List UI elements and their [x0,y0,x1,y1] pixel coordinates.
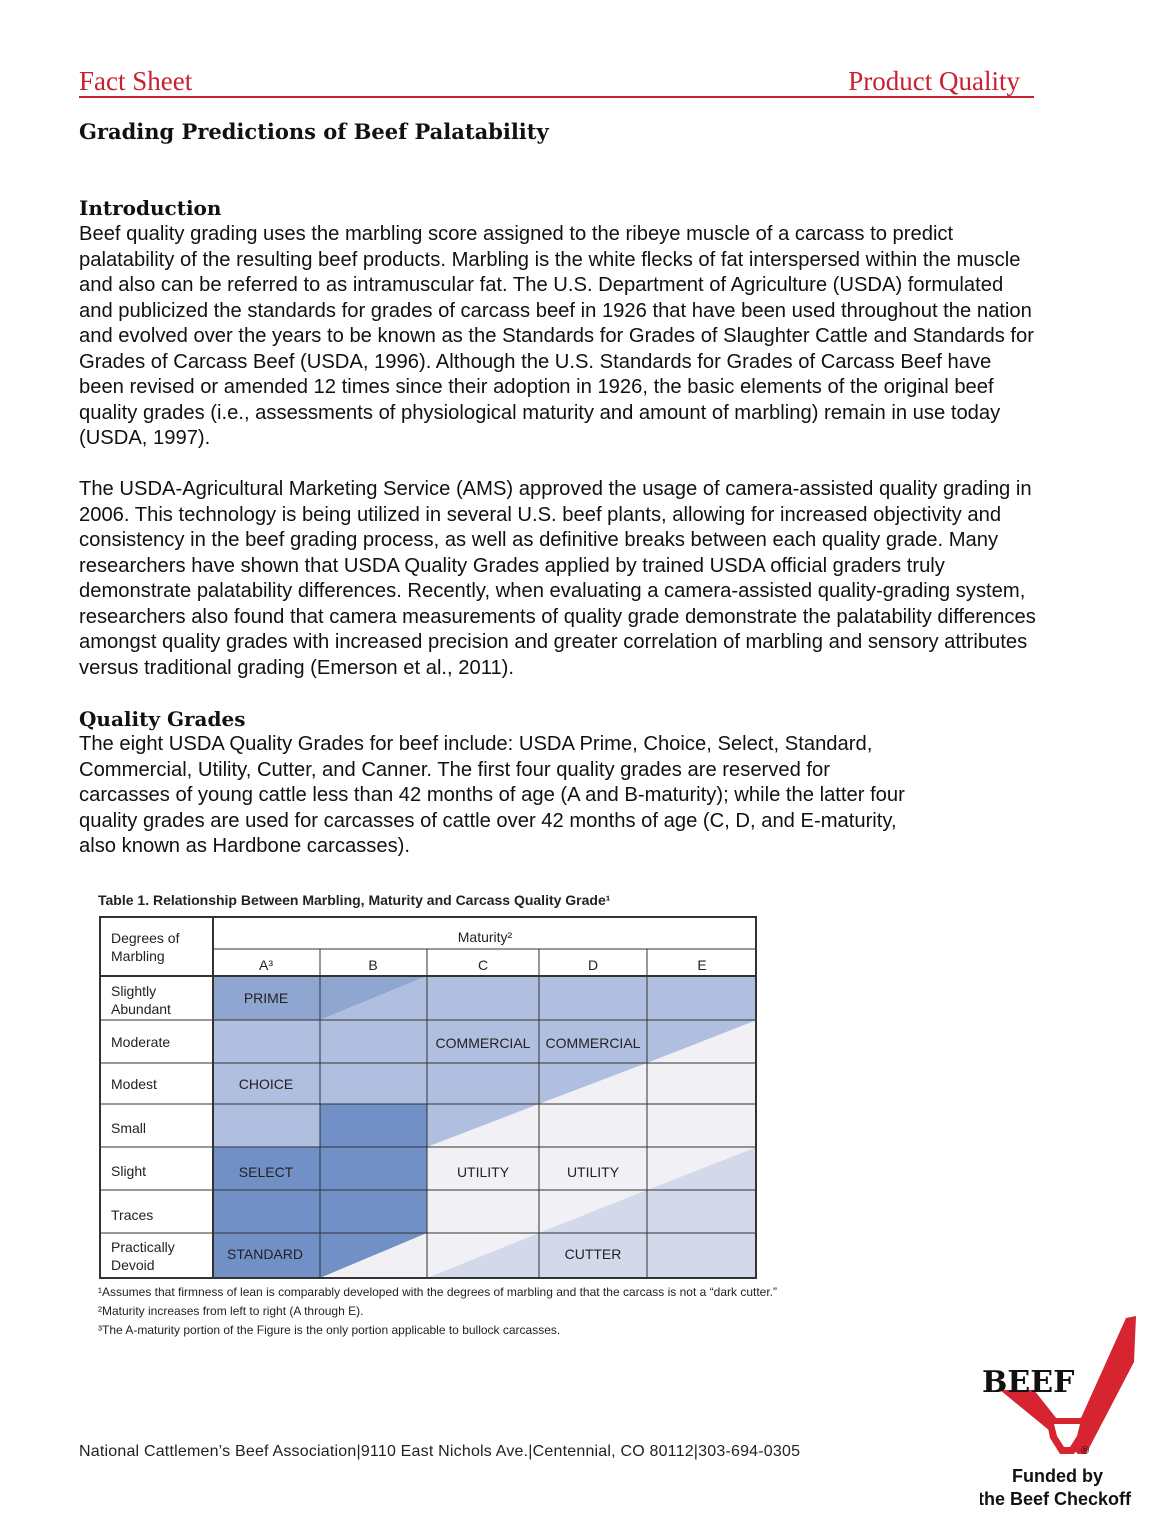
region-utility-e2 [647,1063,757,1104]
row-label-slightly: Slightly [111,983,157,999]
page-title: Grading Predictions of Beef Palatability [79,119,549,144]
grade-label-cutter: CUTTER [564,1246,622,1262]
funded-by-line1: Funded by [1012,1466,1103,1486]
grade-table [99,916,758,1279]
region-cutter-e5 [647,1190,757,1233]
region-commercial-row2 [427,1063,539,1104]
funded-by-line2: the Beef Checkoff [980,1489,1131,1509]
quality-grades-paragraph: The eight USDA Quality Grades for beef include: USDA Prime, Choice, Select, Standard, Commercial, Utility, Cutter, and Canner. The first four quality grades are reserved for carcasses of young cattle less than 42 months of age (A and B-maturity); while the latter four quality grades are used for carcasses of cattle over 42 months of age (C, D, and E-maturity, also known as Hardbone carcasses). [79,733,905,857]
header-fact-sheet: Fact Sheet [79,66,193,96]
region-select-b [320,1104,427,1233]
grade-label-commercial-c: COMMERCIAL [435,1035,531,1051]
grade-label-choice: CHOICE [238,1076,294,1092]
row-label-moderate: Moderate [111,1034,171,1050]
row-label-small: Small [111,1120,147,1136]
grade-label-select: SELECT [238,1164,294,1180]
row-label-abundant: Abundant [111,1001,171,1017]
row-label-devoid: Devoid [111,1257,155,1273]
column-header-e: E [697,957,707,973]
beef-logo-graphic [980,1314,1140,1514]
table-caption: Table 1. Relationship Between Marbling, Maturity and Carcass Quality Grade¹ [98,892,611,908]
quality-grades-heading: Quality Grades [79,707,246,731]
row-label-modest: Modest [111,1076,157,1092]
intro-paragraph-2: The USDA-Agricultural Marketing Service (AMS) approved the usage of camera-assisted quality grading in 2006. This technology is being utilized in several U.S. beef plants, allowing for increased objectivity and consistency in the beef grading process, as well as definitive breaks between each quality grade. Many researchers have shown that USDA Quality Grades applied by trained USDA official graders truly demonstrate palatability differences. Recently, when evaluating a camera-assisted quality-grading system, researchers also found that camera measurements of quality grade demonstrate the palatability differences amongst quality grades with increased precision and greater correlation of marbling and sensory attributes versus traditional grading (Emerson et al., 2011). [79,478,1036,679]
intro-paragraph-1: Beef quality grading uses the marbling score assigned to the ribeye muscle of a carcass to predict palatability of the resulting beef products. Marbling is the white flecks of fat interspersed within the muscle and also can be referred to as intramuscular fat. The U.S. Department of Agriculture (USDA) formulated and publicized the standards for grades of carcass beef in 1926 that have been used throughout the nation and evolved over the years to be known as the Standards for Grades of Slaughter Cattle and Standards for Grades of Carcass Beef (USDA, 1996). Although the U.S. Standards for Grades of Carcass Beef have been revised or amended 12 times since their adoption in 1926, the basic elements of the original beef quality grades (i.e., assessments of physiological maturity and amount of marbling) remain in use today (USDA, 1997). [79,223,1034,449]
region-utility-row3 [539,1104,757,1147]
column-header-b: B [368,957,378,973]
row-label-slight: Slight [111,1163,147,1179]
region-choice-a3 [213,1104,320,1147]
logo-word: BEEF [982,1365,1075,1400]
grade-table-figure [99,916,758,1279]
header-product-quality: Product Quality [848,66,1020,96]
row-label-traces: Traces [111,1207,154,1223]
column-header-c: C [477,957,489,973]
region-commercial-row0 [427,976,757,1020]
footnote-1: ¹Assumes that firmness of lean is comparably developed with the degrees of marbling and that the carcass is not a “dark cutter.” [98,1285,778,1299]
page-header [79,66,1034,98]
corner-label-line1: Degrees of [111,930,180,946]
grade-label-standard: STANDARD [227,1246,303,1262]
beef-checkoff-logo [980,1314,1140,1514]
introduction-heading: Introduction [79,196,222,220]
footer-contact: National Cattlemen’s Beef Association|9110 East Nichols Ave.|Centennial, CO 80112|303-694-0305 [79,1443,801,1460]
row-label-practically: Practically [111,1239,175,1255]
grade-label-commercial-d: COMMERCIAL [545,1035,641,1051]
column-header-d: D [587,957,599,973]
footnote-3: ³The A-maturity portion of the Figure is the only portion applicable to bullock carcasses. [98,1323,561,1337]
footnote-2: ²Maturity increases from left to right (A through E). [98,1304,364,1318]
maturity-header: Maturity² [457,929,513,945]
grade-label-utility-d: UTILITY [566,1164,620,1180]
grade-label-utility-c: UTILITY [456,1164,510,1180]
table-footnotes [98,1284,778,1341]
grade-label-prime: PRIME [243,990,289,1006]
registered-mark: ® [1081,1445,1090,1457]
column-header-a: A³ [259,957,273,973]
corner-label-line2: Marbling [111,948,165,964]
